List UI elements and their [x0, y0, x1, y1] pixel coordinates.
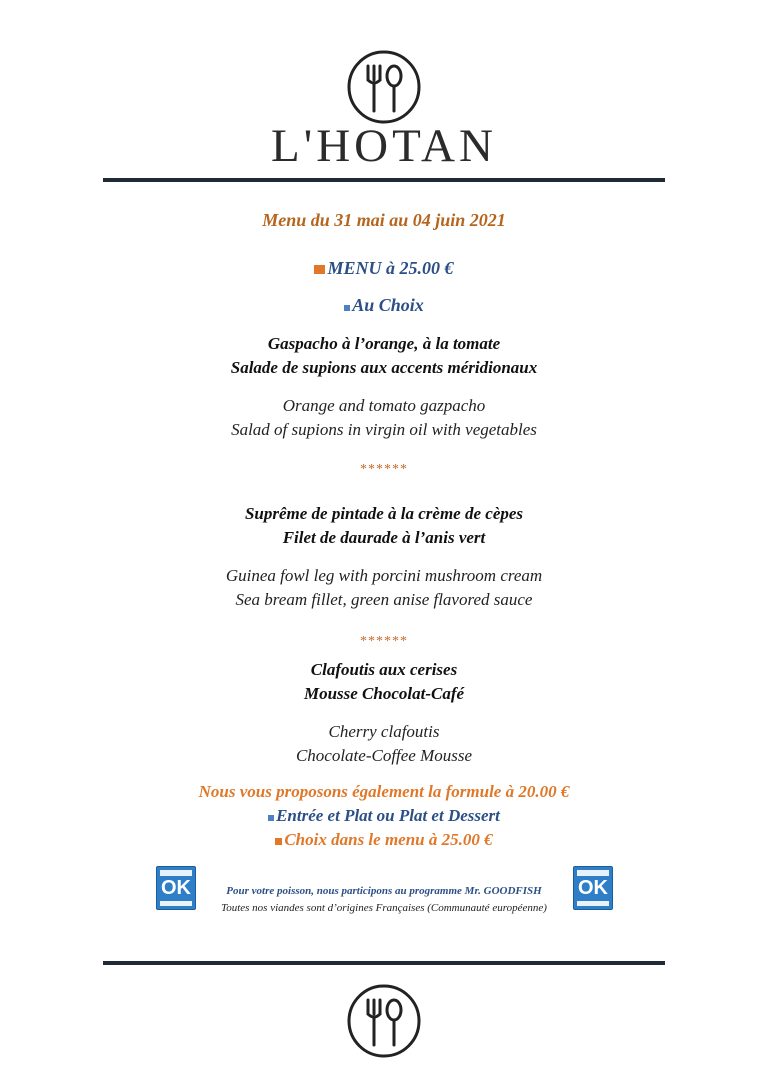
menu-price-title [0, 258, 768, 279]
choice-label: Au Choix [352, 295, 424, 315]
menu-price-label: MENU à 25.00 € [327, 258, 454, 278]
dish-en: Guinea fowl leg with porcini mushroom cream [225, 566, 543, 585]
dish-en: Sea bream fillet, green anise flavored sauce [235, 590, 533, 609]
menu-date: Menu du 31 mai au 04 juin 2021 [262, 210, 506, 230]
starters-en [0, 394, 768, 442]
badge-ok: OK [578, 877, 608, 899]
choice-title [0, 295, 768, 316]
mains-fr [0, 502, 768, 550]
dish-fr: Suprême de pintade à la crème de cèpes [244, 504, 524, 523]
bullet-square-icon [314, 265, 325, 274]
goodfish-note: Pour votre poisson, nous participons au programme Mr. GOODFISH [226, 885, 542, 897]
bullet-square-icon [344, 305, 350, 311]
dish-en: Salad of supions in virgin oil with vegetables [231, 420, 537, 439]
formula-option [0, 806, 768, 826]
dish-fr: Gaspacho à l’orange, à la tomate [267, 334, 501, 353]
meat-origin-note: Toutes nos viandes sont d’origines Françaises (Communauté européenne) [221, 902, 547, 914]
starters-fr [0, 332, 768, 380]
dish-fr: Clafoutis aux cerises [310, 660, 458, 679]
dish-fr: Filet de daurade à l’anis vert [282, 528, 486, 547]
badge-ok: OK [161, 877, 191, 899]
desserts-en [0, 720, 768, 768]
fork-spoon-icon [346, 49, 422, 125]
restaurant-name: L'HOTAN [271, 120, 497, 172]
dish-fr: Salade de supions aux accents méridionaux [230, 358, 538, 377]
formula-choice-label: Choix dans le menu à 25.00 € [284, 830, 493, 849]
dish-en: Cherry clafoutis [328, 722, 440, 741]
top-divider [103, 178, 665, 182]
bullet-square-icon [268, 815, 274, 821]
desserts-fr [0, 658, 768, 706]
dish-en: Chocolate-Coffee Mousse [295, 746, 473, 765]
course-separator: ****** [360, 462, 408, 477]
formula-choice [0, 830, 768, 850]
mains-en [0, 564, 768, 612]
dish-fr: Mousse Chocolat-Café [303, 684, 465, 703]
bullet-square-icon [275, 838, 282, 845]
bottom-divider [103, 961, 665, 965]
dish-en: Orange and tomato gazpacho [282, 396, 486, 415]
formula-intro: Nous vous proposons également la formule à 20.00 € [198, 782, 570, 801]
course-separator: ****** [360, 634, 408, 649]
formula-option-label: Entrée et Plat ou Plat et Dessert [276, 806, 500, 825]
fork-spoon-icon [346, 983, 422, 1059]
